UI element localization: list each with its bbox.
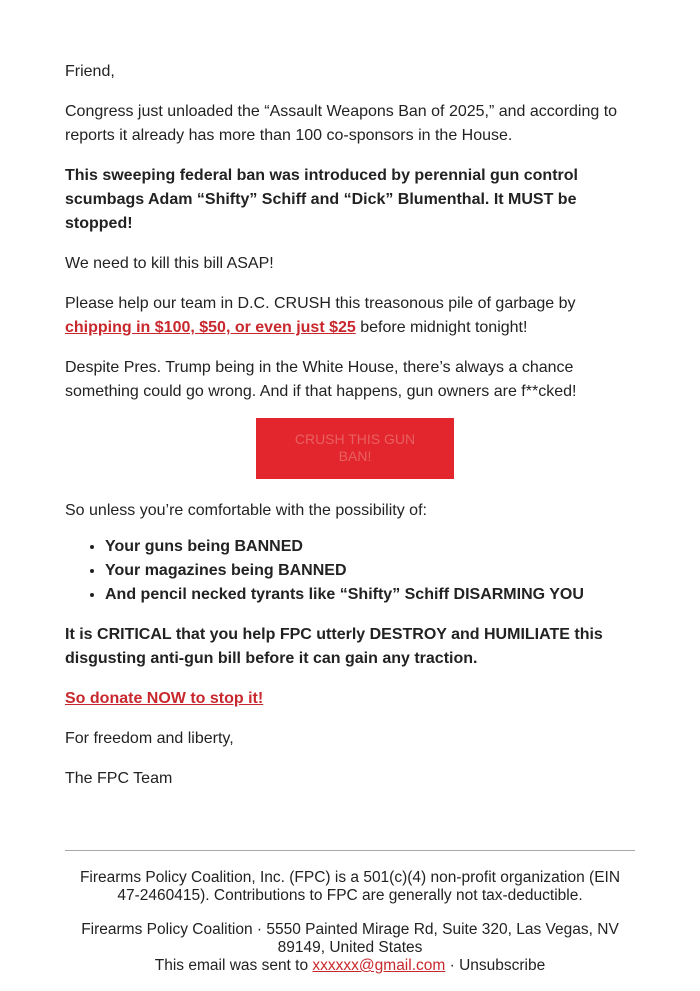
cta-wrapper	[65, 418, 645, 479]
warning-paragraph: This sweeping federal ban was introduced by perennial gun control scumbags Adam “Shifty” Schiff and “Dick” Blumenthal. It MUST be stopped!	[65, 167, 578, 232]
email-footer	[65, 850, 635, 975]
donate-paragraph	[65, 687, 645, 711]
crush-gun-ban-button[interactable]: CRUSH THIS GUN BAN!	[256, 418, 454, 479]
bullet-item: • Your magazines being BANNED	[105, 559, 645, 583]
email-content	[65, 60, 645, 791]
help-text-after: before midnight tonight!	[355, 319, 528, 336]
footer-separator: ·	[445, 957, 460, 974]
donate-now-link[interactable]: So donate NOW to stop it!	[65, 690, 264, 707]
intro-paragraph: Congress just unloaded the “Assault Weapons Ban of 2025,” and according to reports it already has more than 100 co-sponsors in the House.	[65, 103, 618, 144]
unsubscribe-link[interactable]: Unsubscribe	[459, 957, 546, 974]
chip-in-link[interactable]: chipping in $100, $50, or even just $25	[65, 319, 356, 336]
signature: The FPC Team	[65, 770, 173, 787]
greeting: Friend,	[65, 63, 115, 80]
sent-to-line	[65, 957, 635, 975]
kill-bill-paragraph: We need to kill this bill ASAP!	[65, 255, 274, 272]
despite-paragraph: Despite Pres. Trump being in the White House, there’s always a chance something could go wrong. And if that happens, gun owners are f**cked!	[65, 359, 577, 400]
mailing-address: Firearms Policy Coalition · 5550 Painted Mirage Rd, Suite 320, Las Vegas, NV 89149, United States	[81, 921, 619, 956]
bullet-list	[65, 535, 645, 607]
so-unless-paragraph: So unless you’re comfortable with the possibility of:	[65, 502, 427, 519]
help-paragraph	[65, 292, 645, 340]
signoff: For freedom and liberty,	[65, 730, 234, 747]
critical-paragraph: It is CRITICAL that you help FPC utterly DESTROY and HUMILIATE this disgusting anti-gun bill before it can gain any traction.	[65, 626, 603, 667]
bullet-item: • And pencil necked tyrants like “Shifty” Schiff DISARMING YOU	[105, 583, 645, 607]
org-info: Firearms Policy Coalition, Inc. (FPC) is a 501(c)(4) non-profit organization (EIN 47-2460415). Contributions to FPC are generally not tax-deductible.	[79, 869, 621, 904]
recipient-email-link[interactable]: xxxxxx@gmail.com	[312, 957, 446, 974]
sent-to-prefix: This email was sent to	[154, 957, 313, 974]
bullet-item: • Your guns being BANNED	[105, 535, 645, 559]
help-text-before: Please help our team in D.C. CRUSH this treasonous pile of garbage by	[65, 295, 576, 312]
